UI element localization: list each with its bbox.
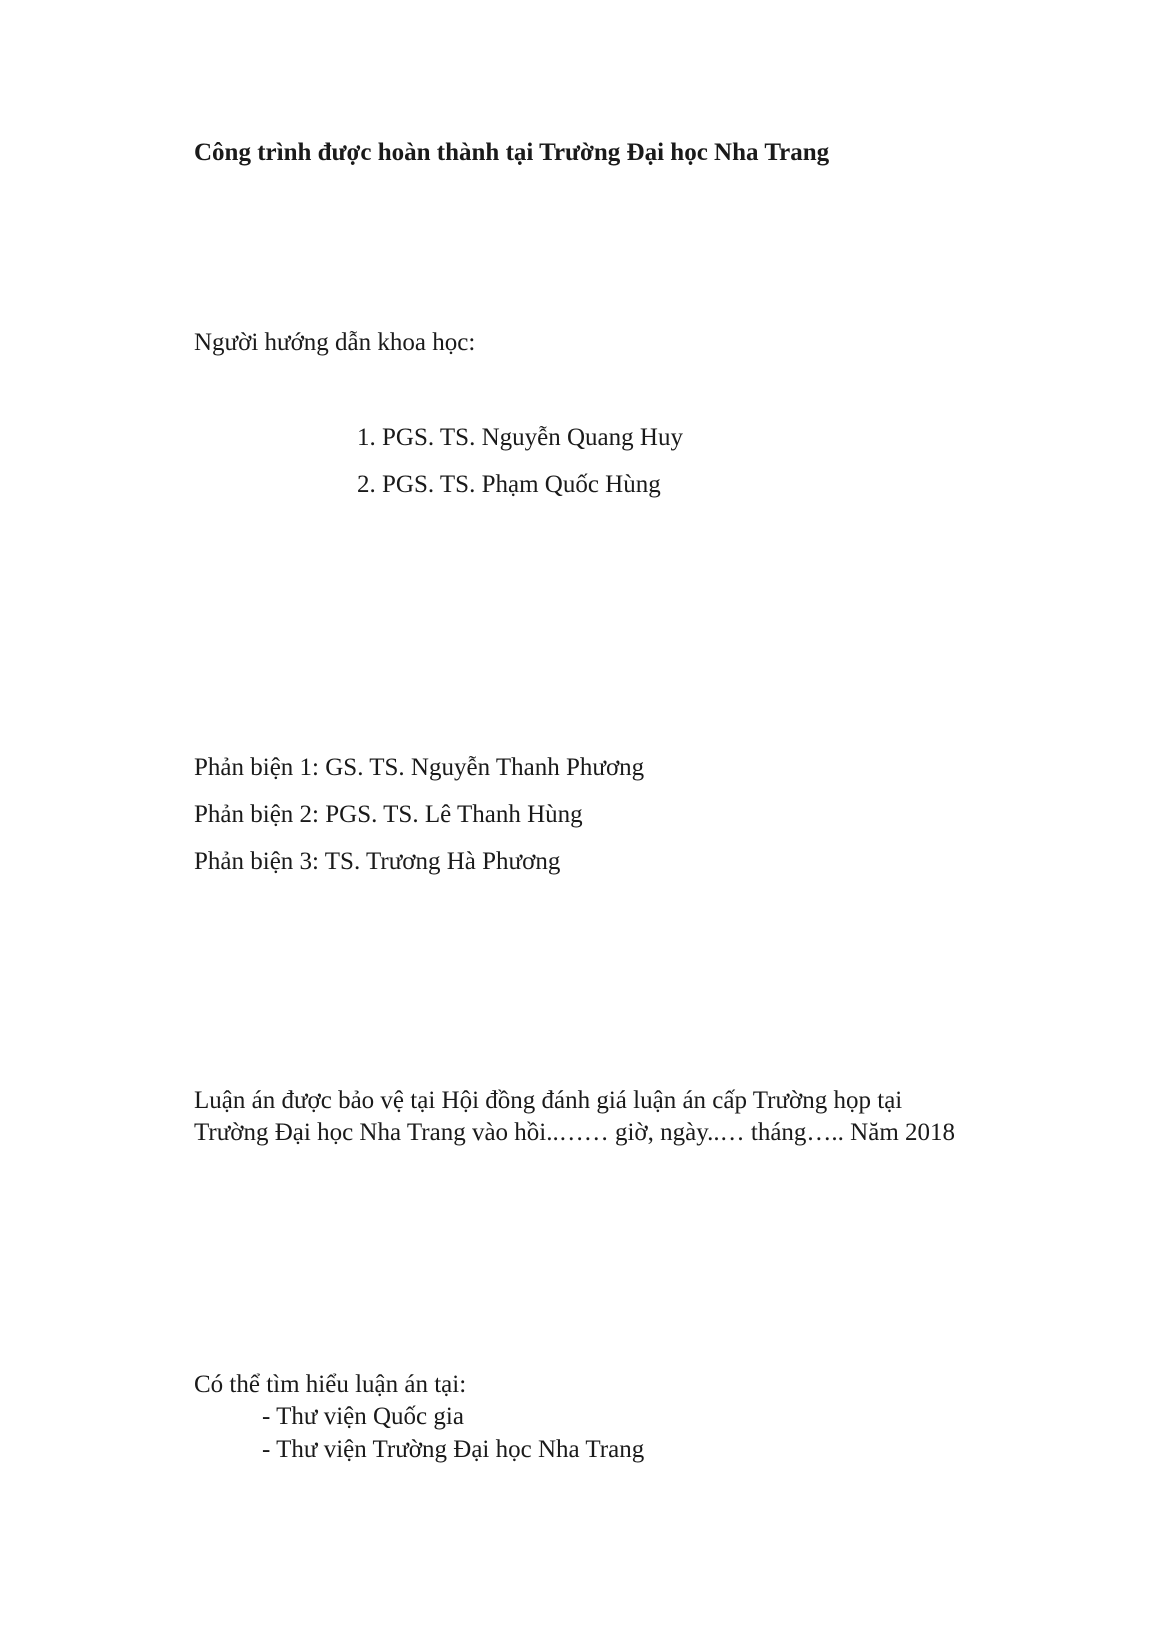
reviewer-item: Phản biện 3: TS. Trương Hà Phương: [194, 848, 561, 875]
supervisor-item: 1. PGS. TS. Nguyễn Quang Huy: [357, 424, 683, 451]
supervisor-item: 2. PGS. TS. Phạm Quốc Hùng: [357, 471, 661, 498]
library-heading: Có thể tìm hiểu luận án tại:: [194, 1371, 467, 1398]
reviewer-item: Phản biện 1: GS. TS. Nguyễn Thanh Phương: [194, 754, 645, 781]
supervisors-heading: Người hướng dẫn khoa học:: [194, 329, 476, 356]
library-item: - Thư viện Trường Đại học Nha Trang: [262, 1436, 645, 1463]
defense-line-2: Trường Đại học Nha Trang vào hồi..…… giờ, ngày..… tháng….. Năm 2018: [194, 1119, 956, 1146]
reviewer-item: Phản biện 2: PGS. TS. Lê Thanh Hùng: [194, 801, 583, 828]
defense-line-1: Luận án được bảo vệ tại Hội đồng đánh giá luận án cấp Trường họp tại: [194, 1087, 903, 1114]
library-item: - Thư viện Quốc gia: [262, 1403, 464, 1430]
document-title: Công trình được hoàn thành tại Trường Đại học Nha Trang: [194, 139, 830, 166]
